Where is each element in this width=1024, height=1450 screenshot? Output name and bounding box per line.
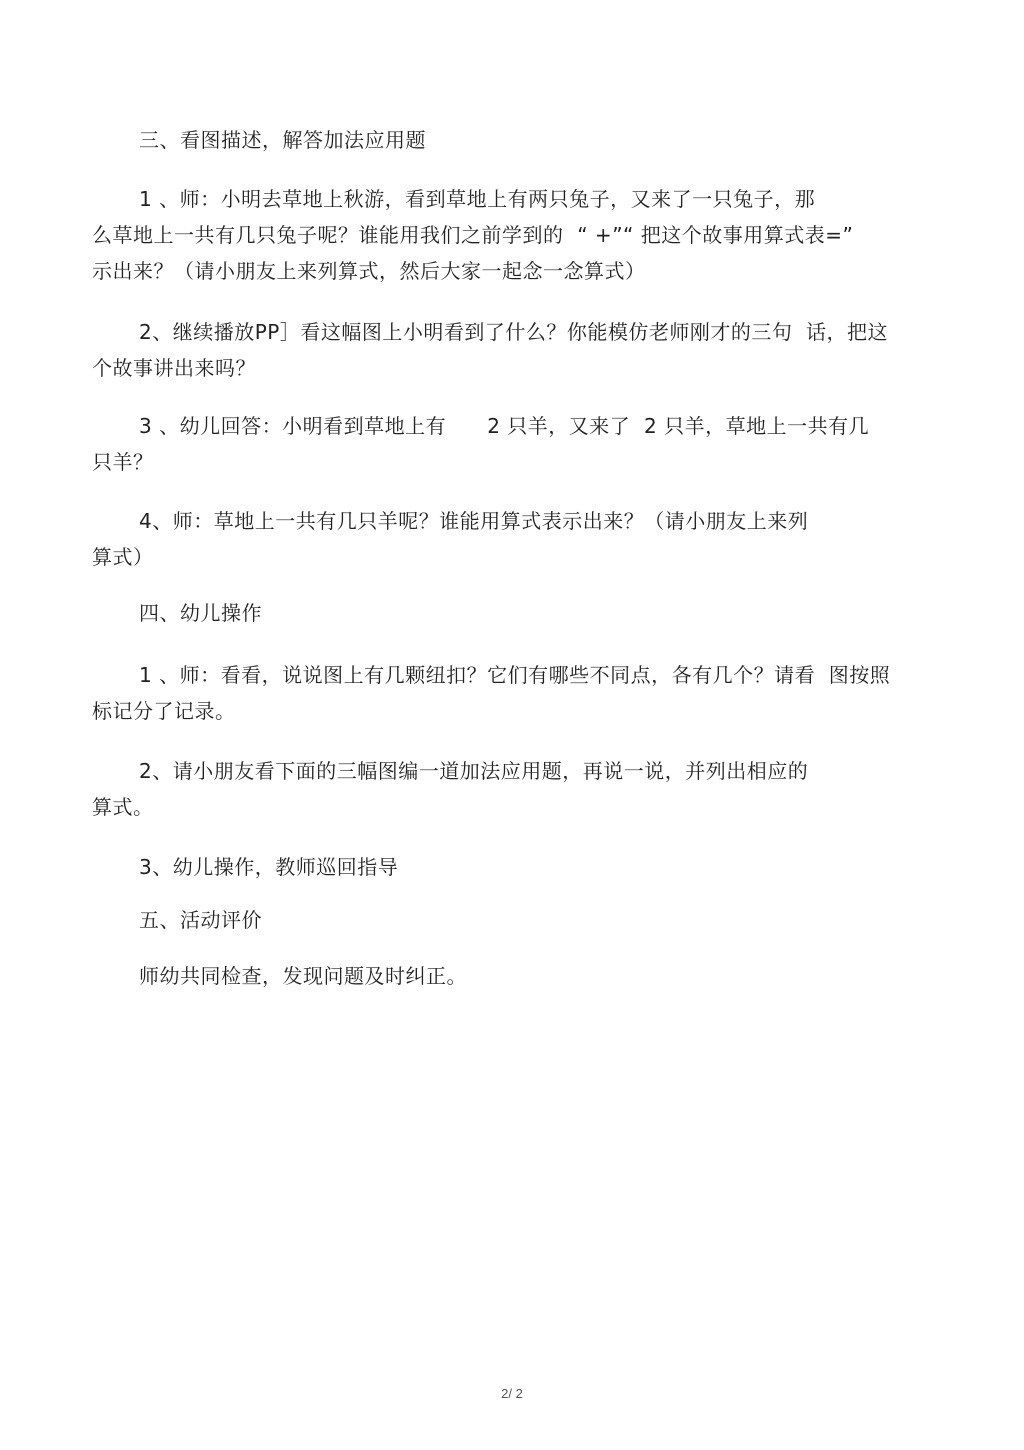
paragraph-line: 算式。 [92,795,154,819]
section-heading-5: 五、活动评价 [139,908,262,932]
paragraph-line: 算式） [92,545,154,569]
page-number: 2/ 2 [501,1386,523,1401]
paragraph-line: 个故事讲出来吗？ [92,356,256,380]
paragraph-line: 3、幼儿操作，教师巡回指导 [139,855,399,879]
paragraph-line: 标记分了记录。 [92,699,236,723]
paragraph-line: 3 、幼儿回答：小明看到草地上有 2 只羊，又来了 2 只羊，草地上一共有几 [139,414,870,438]
paragraph-line: 师幼共同检查，发现问题及时纠正。 [139,964,467,988]
paragraph-line: 4、师：草地上一共有几只羊呢？谁能用算式表示出来？（请小朋友上来列 [139,509,809,533]
paragraph-line: 1 、师：小明去草地上秋游，看到草地上有两只兔子，又来了一只兔子，那 [139,187,816,211]
paragraph-line: 1 、师：看看，说说图上有几颗纽扣？它们有哪些不同点，各有几个？请看 图按照 [139,663,891,687]
section-heading-4: 四、幼儿操作 [139,601,262,625]
paragraph-line: 示出来？（请小朋友上来列算式，然后大家一起念一念算式） [92,259,646,283]
section-heading-3: 三、看图描述，解答加法应用题 [139,128,426,152]
paragraph-line: 2、继续播放PP］看这幅图上小明看到了什么？你能模仿老师刚才的三句 话，把这 [139,320,889,344]
paragraph-line: 只羊？ [92,450,154,474]
paragraph-line: 么草地上一共有几只兔子呢？谁能用我们之前学到的 “ +”“ 把这个故事用算式表=” [92,223,854,247]
paragraph-line: 2、请小朋友看下面的三幅图编一道加法应用题，再说一说，并列出相应的 [139,759,809,783]
